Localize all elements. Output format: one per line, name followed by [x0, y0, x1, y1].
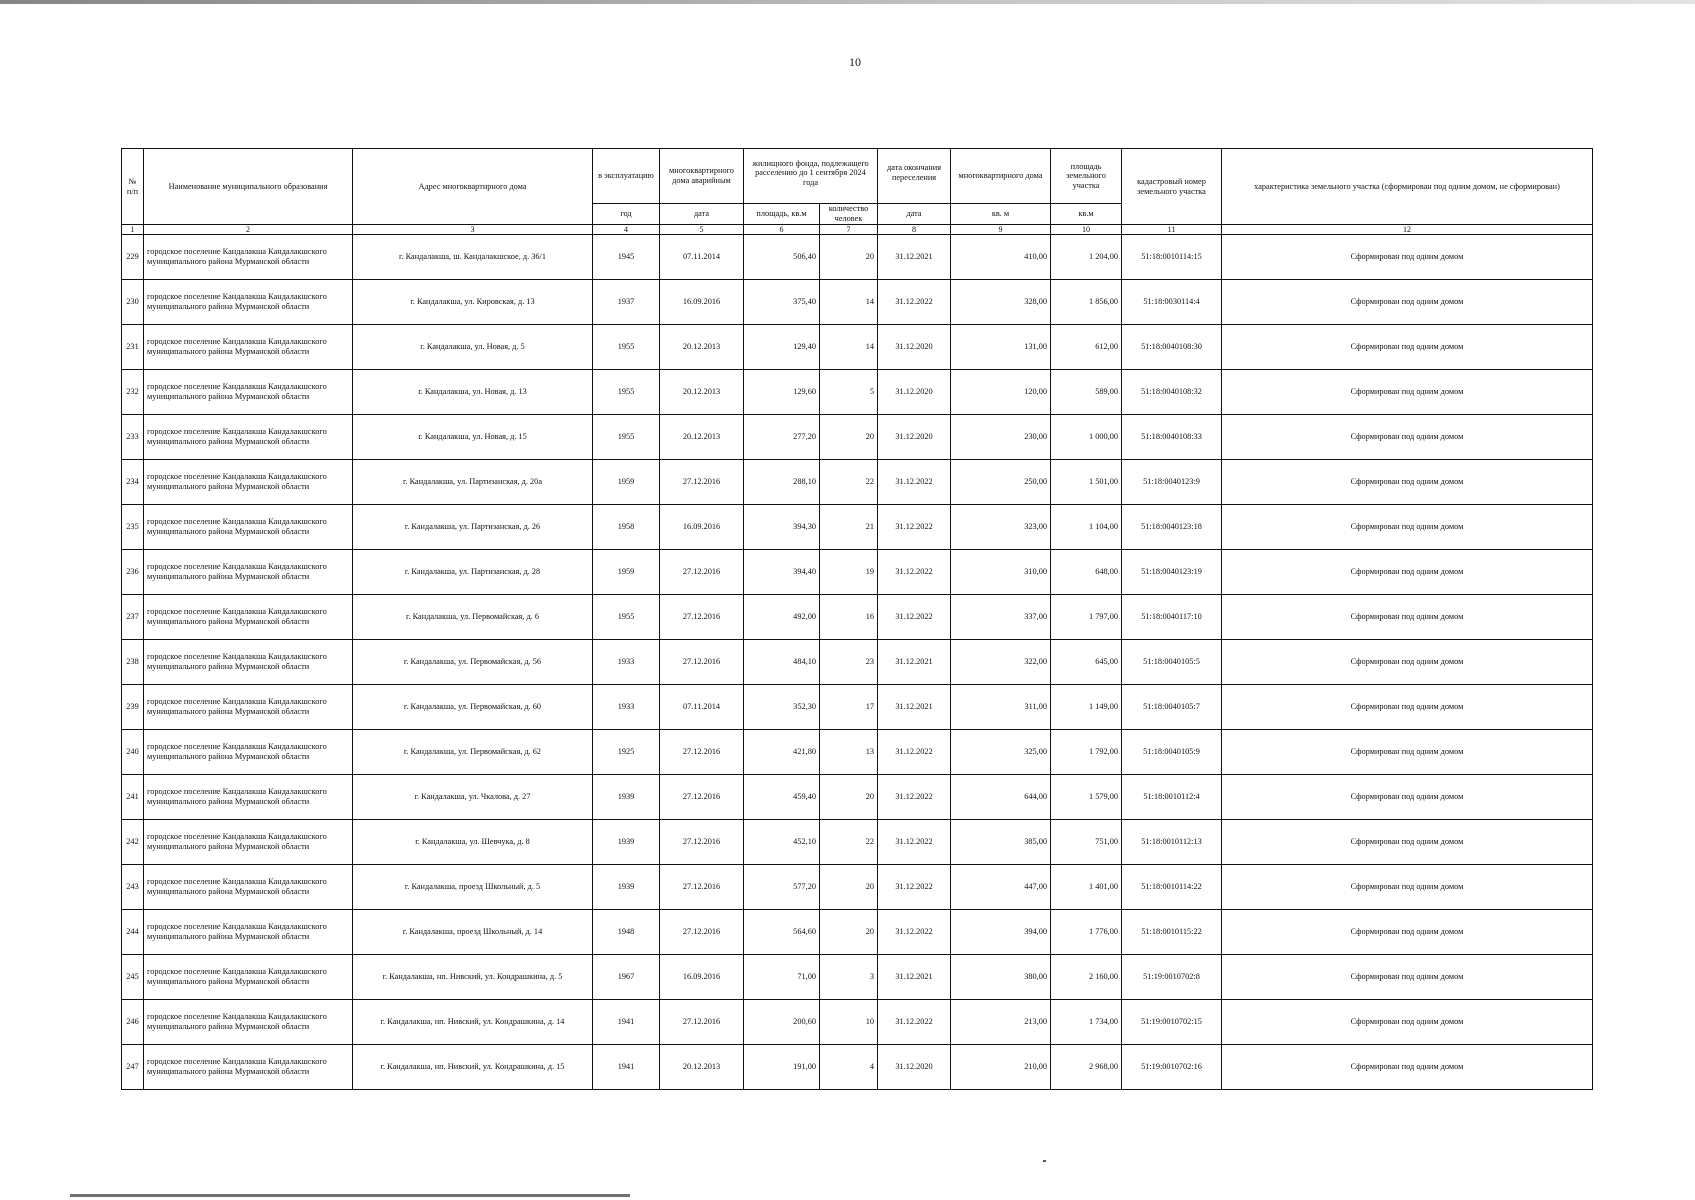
cell-commission-year: 1967 — [593, 955, 660, 1000]
table-row — [122, 595, 1593, 640]
cell-land-area: 612,00 — [1051, 325, 1122, 370]
cell-emergency-date: 07.11.2014 — [660, 685, 744, 730]
cell-land-area: 1 792,00 — [1051, 730, 1122, 775]
cell-commission-year: 1955 — [593, 370, 660, 415]
col-number: 7 — [820, 225, 878, 235]
cell-row-number: 233 — [122, 415, 144, 460]
cell-house-area: 311,00 — [951, 685, 1051, 730]
cell-address: г. Кандалакша, ул. Партизанская, д. 28 — [353, 550, 593, 595]
cell-land-area: 645,00 — [1051, 640, 1122, 685]
col-number: 1 — [122, 225, 144, 235]
cell-people-count: 14 — [820, 325, 878, 370]
cell-resettle-area: 452,10 — [744, 820, 820, 865]
cell-cadastral-number: 51:19:0010702:16 — [1122, 1045, 1222, 1090]
cell-house-area: 210,00 — [951, 1045, 1051, 1090]
cell-cadastral-number: 51:18:0040105:7 — [1122, 685, 1222, 730]
cell-address: г. Кандалакша, ул. Партизанская, д. 26 — [353, 505, 593, 550]
cell-people-count: 13 — [820, 730, 878, 775]
cell-house-area: 328,00 — [951, 280, 1051, 325]
cell-address: г. Кандалакша, ул. Шевчука, д. 8 — [353, 820, 593, 865]
cell-cadastral-number: 51:18:0010112:4 — [1122, 775, 1222, 820]
cell-resettle-area: 421,80 — [744, 730, 820, 775]
cell-commission-year: 1937 — [593, 280, 660, 325]
cell-resettle-end-date: 31.12.2022 — [878, 1000, 951, 1045]
table-row — [122, 235, 1593, 280]
header-date2: дата — [878, 204, 951, 225]
cell-address: г. Кандалакша, нп. Нивский, ул. Кондрашкина, д. 5 — [353, 955, 593, 1000]
cell-commission-year: 1958 — [593, 505, 660, 550]
cell-cadastral-number: 51:19:0010702:8 — [1122, 955, 1222, 1000]
cell-land-characteristic: Сформирован под одним домом — [1222, 775, 1593, 820]
table-row — [122, 460, 1593, 505]
col-number: 11 — [1122, 225, 1222, 235]
cell-resettle-area: 129,40 — [744, 325, 820, 370]
cell-municipality-name: городское поселение Кандалакша Кандалакшского муниципального района Мурманской области — [144, 820, 353, 865]
cell-commission-year: 1959 — [593, 550, 660, 595]
table-row — [122, 550, 1593, 595]
cell-cadastral-number: 51:18:0040108:30 — [1122, 325, 1222, 370]
cell-people-count: 21 — [820, 505, 878, 550]
cell-people-count: 4 — [820, 1045, 878, 1090]
cell-people-count: 22 — [820, 460, 878, 505]
cell-municipality-name: городское поселение Кандалакша Кандалакшского муниципального района Мурманской области — [144, 1000, 353, 1045]
header-area-house: многоквартирного дома — [951, 149, 1051, 204]
col-number: 4 — [593, 225, 660, 235]
cell-commission-year: 1945 — [593, 235, 660, 280]
table-row — [122, 955, 1593, 1000]
cell-resettle-end-date: 31.12.2021 — [878, 640, 951, 685]
cell-land-characteristic: Сформирован под одним домом — [1222, 820, 1593, 865]
cell-emergency-date: 27.12.2016 — [660, 910, 744, 955]
cell-resettle-end-date: 31.12.2022 — [878, 505, 951, 550]
cell-emergency-date: 16.09.2016 — [660, 280, 744, 325]
cell-resettle-area: 577,20 — [744, 865, 820, 910]
cell-resettle-end-date: 31.12.2020 — [878, 325, 951, 370]
cell-municipality-name: городское поселение Кандалакша Кандалакшского муниципального района Мурманской области — [144, 460, 353, 505]
cell-municipality-name: городское поселение Кандалакша Кандалакшского муниципального района Мурманской области — [144, 910, 353, 955]
table-row — [122, 820, 1593, 865]
cell-house-area: 230,00 — [951, 415, 1051, 460]
cell-row-number: 242 — [122, 820, 144, 865]
cell-people-count: 5 — [820, 370, 878, 415]
cell-municipality-name: городское поселение Кандалакша Кандалакшского муниципального района Мурманской области — [144, 1045, 353, 1090]
cell-house-area: 325,00 — [951, 730, 1051, 775]
cell-emergency-date: 07.11.2014 — [660, 235, 744, 280]
cell-commission-year: 1941 — [593, 1000, 660, 1045]
cell-land-characteristic: Сформирован под одним домом — [1222, 955, 1593, 1000]
cell-land-area: 1 104,00 — [1051, 505, 1122, 550]
cell-land-area: 2 968,00 — [1051, 1045, 1122, 1090]
table-row — [122, 280, 1593, 325]
cell-land-area: 589,00 — [1051, 370, 1122, 415]
cell-people-count: 17 — [820, 685, 878, 730]
cell-land-area: 1 856,00 — [1051, 280, 1122, 325]
cell-resettle-end-date: 31.12.2022 — [878, 595, 951, 640]
cell-commission-year: 1955 — [593, 325, 660, 370]
cell-row-number: 240 — [122, 730, 144, 775]
cell-address: г. Кандалакша, ул. Первомайская, д. 6 — [353, 595, 593, 640]
cell-municipality-name: городское поселение Кандалакша Кандалакшского муниципального района Мурманской области — [144, 550, 353, 595]
cell-address: г. Кандалакша, ул. Партизанская, д. 20а — [353, 460, 593, 505]
cell-row-number: 243 — [122, 865, 144, 910]
cell-cadastral-number: 51:18:0010114:22 — [1122, 865, 1222, 910]
cell-house-area: 394,00 — [951, 910, 1051, 955]
cell-resettle-end-date: 31.12.2021 — [878, 235, 951, 280]
cell-resettle-area: 394,40 — [744, 550, 820, 595]
col-number: 2 — [144, 225, 353, 235]
cell-resettle-area: 506,40 — [744, 235, 820, 280]
cell-emergency-date: 27.12.2016 — [660, 730, 744, 775]
table-row — [122, 730, 1593, 775]
header-mo-name: Наименование муниципального образования — [144, 149, 353, 225]
table-row — [122, 775, 1593, 820]
header-year: год — [593, 204, 660, 225]
cell-cadastral-number: 51:18:0040123:18 — [1122, 505, 1222, 550]
cell-people-count: 23 — [820, 640, 878, 685]
cell-people-count: 16 — [820, 595, 878, 640]
cell-address: г. Кандалакша, ул. Новая, д. 5 — [353, 325, 593, 370]
cell-house-area: 131,00 — [951, 325, 1051, 370]
cell-land-area: 1 797,00 — [1051, 595, 1122, 640]
header-date: дата — [660, 204, 744, 225]
cell-emergency-date: 27.12.2016 — [660, 1000, 744, 1045]
cell-address: г. Кандалакша, ул. Первомайская, д. 62 — [353, 730, 593, 775]
cell-land-area: 1 776,00 — [1051, 910, 1122, 955]
cell-land-characteristic: Сформирован под одним домом — [1222, 460, 1593, 505]
cell-resettle-area: 71,00 — [744, 955, 820, 1000]
cell-land-area: 2 160,00 — [1051, 955, 1122, 1000]
cell-commission-year: 1955 — [593, 595, 660, 640]
col-number: 5 — [660, 225, 744, 235]
cell-municipality-name: городское поселение Кандалакша Кандалакшского муниципального района Мурманской области — [144, 370, 353, 415]
table-row — [122, 415, 1593, 460]
cell-people-count: 20 — [820, 775, 878, 820]
cell-address: г. Кандалакша, ул. Новая, д. 15 — [353, 415, 593, 460]
cell-resettle-area: 277,20 — [744, 415, 820, 460]
cell-commission-year: 1948 — [593, 910, 660, 955]
cell-people-count: 20 — [820, 910, 878, 955]
header-land-area: площадь земельного участка — [1051, 149, 1122, 204]
cell-resettle-area: 191,00 — [744, 1045, 820, 1090]
cell-house-area: 213,00 — [951, 1000, 1051, 1045]
col-number: 10 — [1051, 225, 1122, 235]
cell-cadastral-number: 51:18:0040108:33 — [1122, 415, 1222, 460]
column-number-row — [122, 225, 1593, 235]
cell-commission-year: 1933 — [593, 640, 660, 685]
cell-house-area: 310,00 — [951, 550, 1051, 595]
header-kv-m2: кв.м — [1051, 204, 1122, 225]
cell-cadastral-number: 51:18:0040123:19 — [1122, 550, 1222, 595]
cell-resettle-area: 394,30 — [744, 505, 820, 550]
cell-address: г. Кандалакша, ул. Чкалова, д. 27 — [353, 775, 593, 820]
cell-commission-year: 1955 — [593, 415, 660, 460]
cell-address: г. Кандалакша, проезд Школьный, д. 5 — [353, 865, 593, 910]
cell-row-number: 244 — [122, 910, 144, 955]
cell-land-characteristic: Сформирован под одним домом — [1222, 1000, 1593, 1045]
cell-land-characteristic: Сформирован под одним домом — [1222, 325, 1593, 370]
cell-row-number: 245 — [122, 955, 144, 1000]
cell-resettle-end-date: 31.12.2022 — [878, 820, 951, 865]
header-address: Адрес многоквартирного дома — [353, 149, 593, 225]
cell-resettle-end-date: 31.12.2022 — [878, 460, 951, 505]
cell-cadastral-number: 51:18:0030114:4 — [1122, 280, 1222, 325]
cell-land-area: 1 000,00 — [1051, 415, 1122, 460]
cell-land-area: 1 501,00 — [1051, 460, 1122, 505]
cell-people-count: 19 — [820, 550, 878, 595]
table-row — [122, 685, 1593, 730]
table-row — [122, 865, 1593, 910]
cell-land-characteristic: Сформирован под одним домом — [1222, 1045, 1593, 1090]
housing-register-table — [121, 148, 1593, 1090]
table-row — [122, 910, 1593, 955]
cell-commission-year: 1939 — [593, 865, 660, 910]
cell-resettle-end-date: 31.12.2022 — [878, 865, 951, 910]
cell-house-area: 120,00 — [951, 370, 1051, 415]
col-number: 12 — [1222, 225, 1593, 235]
cell-row-number: 237 — [122, 595, 144, 640]
cell-land-characteristic: Сформирован под одним домом — [1222, 730, 1593, 775]
cell-row-number: 246 — [122, 1000, 144, 1045]
cell-commission-year: 1941 — [593, 1045, 660, 1090]
cell-land-area: 1 149,00 — [1051, 685, 1122, 730]
cell-row-number: 236 — [122, 550, 144, 595]
cell-resettle-end-date: 31.12.2021 — [878, 955, 951, 1000]
cell-land-area: 751,00 — [1051, 820, 1122, 865]
table-row — [122, 1045, 1593, 1090]
cell-house-area: 447,00 — [951, 865, 1051, 910]
cell-row-number: 232 — [122, 370, 144, 415]
cell-people-count: 20 — [820, 415, 878, 460]
cell-row-number: 231 — [122, 325, 144, 370]
cell-municipality-name: городское поселение Кандалакша Кандалакшского муниципального района Мурманской области — [144, 640, 353, 685]
cell-row-number: 247 — [122, 1045, 144, 1090]
cell-resettle-area: 200,60 — [744, 1000, 820, 1045]
cell-municipality-name: городское поселение Кандалакша Кандалакшского муниципального района Мурманской области — [144, 325, 353, 370]
cell-resettle-area: 484,10 — [744, 640, 820, 685]
cell-house-area: 337,00 — [951, 595, 1051, 640]
cell-land-characteristic: Сформирован под одним домом — [1222, 910, 1593, 955]
cell-resettle-end-date: 31.12.2021 — [878, 685, 951, 730]
cell-people-count: 10 — [820, 1000, 878, 1045]
cell-people-count: 14 — [820, 280, 878, 325]
cell-commission-year: 1959 — [593, 460, 660, 505]
table-row — [122, 505, 1593, 550]
cell-land-area: 1 734,00 — [1051, 1000, 1122, 1045]
cell-row-number: 239 — [122, 685, 144, 730]
cell-emergency-date: 27.12.2016 — [660, 550, 744, 595]
cell-address: г. Кандалакша, ул. Кировская, д. 13 — [353, 280, 593, 325]
cell-house-area: 385,00 — [951, 820, 1051, 865]
cell-cadastral-number: 51:18:0040117:10 — [1122, 595, 1222, 640]
cell-resettle-end-date: 31.12.2022 — [878, 550, 951, 595]
cell-row-number: 230 — [122, 280, 144, 325]
page-number: 10 — [849, 55, 861, 69]
cell-address: г. Кандалакша, нп. Нивский, ул. Кондрашкина, д. 15 — [353, 1045, 593, 1090]
cell-emergency-date: 20.12.2013 — [660, 325, 744, 370]
table-body — [122, 235, 1593, 1090]
cell-emergency-date: 20.12.2013 — [660, 370, 744, 415]
col-number: 8 — [878, 225, 951, 235]
cell-house-area: 410,00 — [951, 235, 1051, 280]
cell-emergency-date: 27.12.2016 — [660, 595, 744, 640]
cell-people-count: 20 — [820, 235, 878, 280]
cell-commission-year: 1939 — [593, 775, 660, 820]
table-row — [122, 640, 1593, 685]
cell-municipality-name: городское поселение Кандалакша Кандалакшского муниципального района Мурманской области — [144, 685, 353, 730]
header-resettle — [744, 149, 878, 204]
cell-municipality-name: городское поселение Кандалакша Кандалакшского муниципального района Мурманской области — [144, 280, 353, 325]
cell-resettle-area: 129,60 — [744, 370, 820, 415]
header-end-text: дата окончания переселения — [886, 163, 942, 182]
cell-municipality-name: городское поселение Кандалакша Кандалакшского муниципального района Мурманской области — [144, 415, 353, 460]
cell-land-area: 1 401,00 — [1051, 865, 1122, 910]
scan-edge-bottom — [70, 1194, 630, 1197]
cell-municipality-name: городское поселение Кандалакша Кандалакшского муниципального района Мурманской области — [144, 865, 353, 910]
cell-resettle-area: 288,10 — [744, 460, 820, 505]
header-land-char: характеристика земельного участка (сформирован под одним домом, не сформирован) — [1222, 149, 1593, 225]
cell-address: г. Кандалакша, ул. Первомайская, д. 60 — [353, 685, 593, 730]
cell-row-number: 235 — [122, 505, 144, 550]
cell-resettle-end-date: 31.12.2022 — [878, 775, 951, 820]
cell-people-count: 20 — [820, 865, 878, 910]
cell-emergency-date: 20.12.2013 — [660, 1045, 744, 1090]
cell-resettle-area: 375,40 — [744, 280, 820, 325]
cell-land-area: 648,00 — [1051, 550, 1122, 595]
header-cadastral: кадастровый номер земельного участка — [1122, 149, 1222, 225]
cell-land-area: 1 579,00 — [1051, 775, 1122, 820]
cell-cadastral-number: 51:19:0010702:15 — [1122, 1000, 1222, 1045]
cell-emergency-date: 27.12.2016 — [660, 820, 744, 865]
cell-land-characteristic: Сформирован под одним домом — [1222, 865, 1593, 910]
cell-municipality-name: городское поселение Кандалакша Кандалакшского муниципального района Мурманской области — [144, 595, 353, 640]
col-number: 6 — [744, 225, 820, 235]
cell-land-characteristic: Сформирован под одним домом — [1222, 685, 1593, 730]
header-kv-m: кв. м — [951, 204, 1051, 225]
cell-cadastral-number: 51:18:0010112:13 — [1122, 820, 1222, 865]
header-commission: в эксплуатацию — [593, 149, 660, 204]
cell-address: г. Кандалакша, проезд Школьный, д. 14 — [353, 910, 593, 955]
cell-resettle-end-date: 31.12.2020 — [878, 415, 951, 460]
cell-land-characteristic: Сформирован под одним домом — [1222, 505, 1593, 550]
header-area-sqm: площадь, кв.м — [744, 204, 820, 225]
cell-cadastral-number: 51:18:0040108:32 — [1122, 370, 1222, 415]
header-emergency: многоквартирного дома аварийным — [660, 149, 744, 204]
cell-land-area: 1 204,00 — [1051, 235, 1122, 280]
cell-house-area: 250,00 — [951, 460, 1051, 505]
cell-emergency-date: 27.12.2016 — [660, 865, 744, 910]
cell-resettle-area: 352,30 — [744, 685, 820, 730]
table-row — [122, 370, 1593, 415]
cell-land-characteristic: Сформирован под одним домом — [1222, 415, 1593, 460]
cell-resettle-area: 459,40 — [744, 775, 820, 820]
scan-speck — [1043, 1160, 1046, 1162]
cell-land-characteristic: Сформирован под одним домом — [1222, 370, 1593, 415]
cell-commission-year: 1939 — [593, 820, 660, 865]
cell-emergency-date: 27.12.2016 — [660, 775, 744, 820]
col-number: 3 — [353, 225, 593, 235]
cell-resettle-area: 492,00 — [744, 595, 820, 640]
cell-row-number: 229 — [122, 235, 144, 280]
cell-commission-year: 1933 — [593, 685, 660, 730]
cell-land-characteristic: Сформирован под одним домом — [1222, 235, 1593, 280]
cell-cadastral-number: 51:18:0010115:22 — [1122, 910, 1222, 955]
cell-address: г. Кандалакша, ул. Первомайская, д. 56 — [353, 640, 593, 685]
cell-resettle-end-date: 31.12.2020 — [878, 370, 951, 415]
cell-house-area: 322,00 — [951, 640, 1051, 685]
cell-resettle-end-date: 31.12.2022 — [878, 280, 951, 325]
cell-land-characteristic: Сформирован под одним домом — [1222, 550, 1593, 595]
cell-house-area: 380,00 — [951, 955, 1051, 1000]
cell-resettle-area: 564,60 — [744, 910, 820, 955]
cell-emergency-date: 16.09.2016 — [660, 955, 744, 1000]
scan-edge-top — [0, 0, 1695, 4]
cell-row-number: 238 — [122, 640, 144, 685]
cell-resettle-end-date: 31.12.2022 — [878, 910, 951, 955]
header-num: № п/п — [122, 149, 144, 225]
header-end — [878, 149, 951, 204]
cell-house-area: 644,00 — [951, 775, 1051, 820]
cell-emergency-date: 27.12.2016 — [660, 640, 744, 685]
cell-emergency-date: 20.12.2013 — [660, 415, 744, 460]
header-people: количество человек — [820, 204, 878, 225]
cell-municipality-name: городское поселение Кандалакша Кандалакшского муниципального района Мурманской области — [144, 235, 353, 280]
cell-address: г. Кандалакша, нп. Нивский, ул. Кондрашкина, д. 14 — [353, 1000, 593, 1045]
cell-emergency-date: 16.09.2016 — [660, 505, 744, 550]
cell-house-area: 323,00 — [951, 505, 1051, 550]
cell-resettle-end-date: 31.12.2022 — [878, 730, 951, 775]
cell-cadastral-number: 51:18:0040123:9 — [1122, 460, 1222, 505]
cell-municipality-name: городское поселение Кандалакша Кандалакшского муниципального района Мурманской области — [144, 505, 353, 550]
col-number: 9 — [951, 225, 1051, 235]
cell-address: г. Кандалакша, ул. Новая, д. 13 — [353, 370, 593, 415]
header-resettle-text: жилищного фонда, подлежащего расселению до 1 сентября 2024 года — [752, 158, 869, 187]
cell-row-number: 234 — [122, 460, 144, 505]
cell-cadastral-number: 51:18:0040105:9 — [1122, 730, 1222, 775]
cell-cadastral-number: 51:18:0040105:5 — [1122, 640, 1222, 685]
cell-cadastral-number: 51:18:0010114:15 — [1122, 235, 1222, 280]
cell-land-characteristic: Сформирован под одним домом — [1222, 280, 1593, 325]
cell-address: г. Кандалакша, ш. Кандалакшское, д. 36/1 — [353, 235, 593, 280]
cell-resettle-end-date: 31.12.2020 — [878, 1045, 951, 1090]
header-row — [122, 149, 1593, 204]
cell-emergency-date: 27.12.2016 — [660, 460, 744, 505]
cell-people-count: 22 — [820, 820, 878, 865]
cell-municipality-name: городское поселение Кандалакша Кандалакшского муниципального района Мурманской области — [144, 775, 353, 820]
cell-people-count: 3 — [820, 955, 878, 1000]
cell-municipality-name: городское поселение Кандалакша Кандалакшского муниципального района Мурманской области — [144, 955, 353, 1000]
table-row — [122, 325, 1593, 370]
cell-municipality-name: городское поселение Кандалакша Кандалакшского муниципального района Мурманской области — [144, 730, 353, 775]
cell-land-characteristic: Сформирован под одним домом — [1222, 595, 1593, 640]
cell-row-number: 241 — [122, 775, 144, 820]
cell-land-characteristic: Сформирован под одним домом — [1222, 640, 1593, 685]
cell-commission-year: 1925 — [593, 730, 660, 775]
table-row — [122, 1000, 1593, 1045]
